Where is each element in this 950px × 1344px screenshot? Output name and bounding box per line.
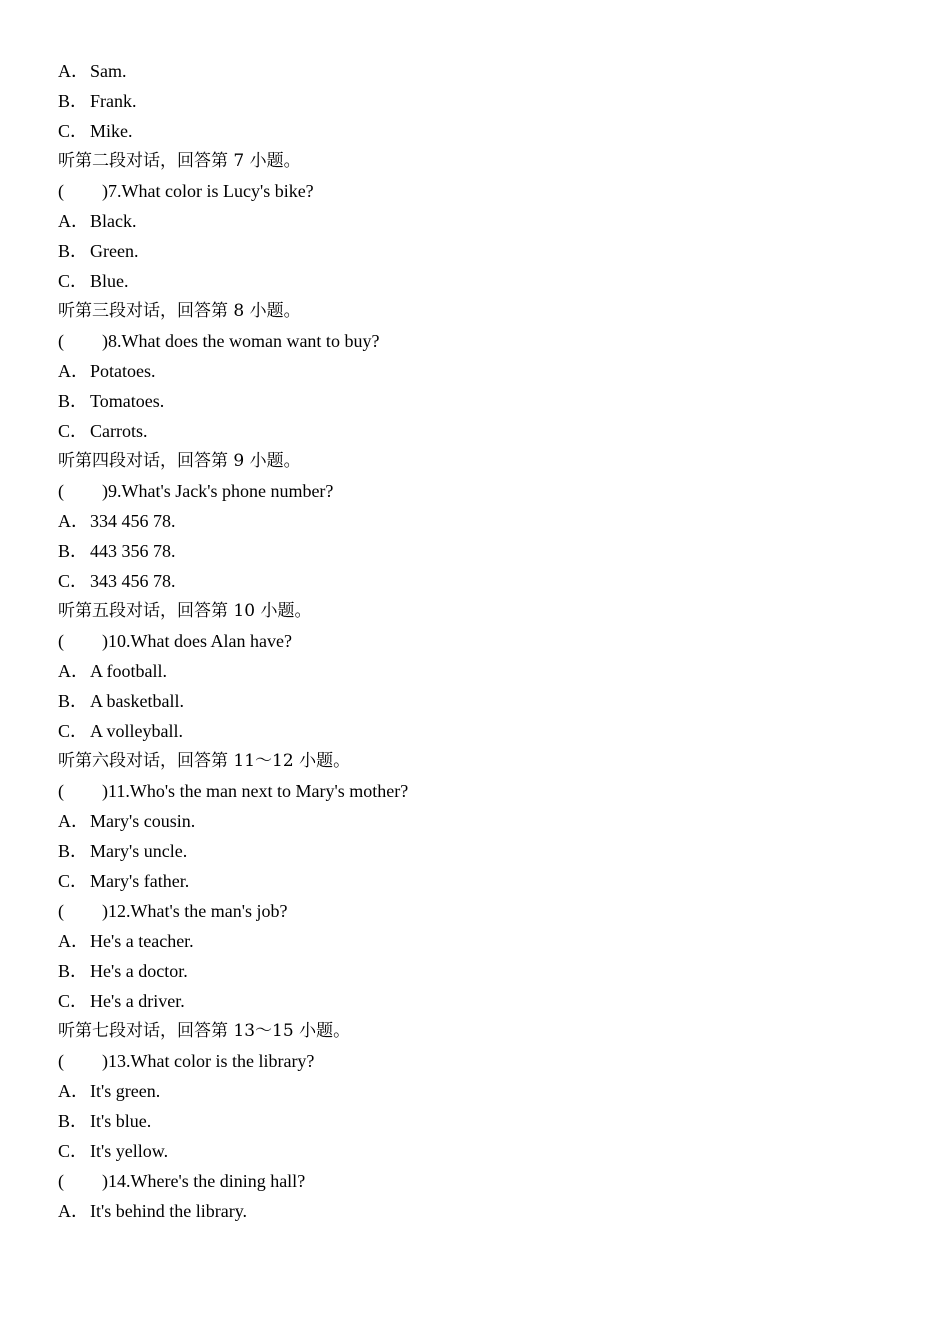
option-a: A．334 456 78. bbox=[58, 511, 176, 531]
option-c: C． Blue. bbox=[58, 271, 129, 291]
question-13: ( )13.What color is the library? bbox=[58, 1046, 898, 1076]
option-c: C． 343 456 78. bbox=[58, 571, 176, 591]
section-instruction: 听第七段对话，回答第 13～15 小题。 bbox=[58, 1021, 351, 1041]
answer-blank: ( bbox=[58, 181, 64, 201]
option-a: A．It's green. bbox=[58, 1081, 161, 1101]
answer-blank: ( bbox=[58, 1051, 64, 1071]
option-a: A．Mary's cousin. bbox=[58, 811, 196, 831]
section-instruction: 听第六段对话，回答第 11～12 小题。 bbox=[58, 751, 351, 771]
option-b: B． 443 356 78. bbox=[58, 541, 176, 561]
document-content bbox=[58, 56, 898, 1226]
answer-blank: ( bbox=[58, 781, 64, 801]
question-14: ( )14.Where's the dining hall? bbox=[58, 1166, 898, 1196]
option-c: C． It's yellow. bbox=[58, 1141, 169, 1161]
option-c: C． Mike. bbox=[58, 121, 133, 141]
question-10: ( )10.What does Alan have? bbox=[58, 626, 898, 656]
option-b: B． He's a doctor. bbox=[58, 961, 188, 981]
question-11: ( )11.Who's the man next to Mary's mother? bbox=[58, 776, 898, 806]
option-b: B． Tomatoes. bbox=[58, 391, 165, 411]
option-c: C． Mary's father. bbox=[58, 871, 190, 891]
answer-blank: ( bbox=[58, 481, 64, 501]
section-instruction: 听第二段对话，回答第 7 小题。 bbox=[58, 151, 301, 171]
option-a: A．Sam. bbox=[58, 61, 127, 81]
question-9: ( )9.What's Jack's phone number? bbox=[58, 476, 898, 506]
question-12: ( )12.What's the man's job? bbox=[58, 896, 898, 926]
option-b: B． It's blue. bbox=[58, 1111, 152, 1131]
answer-blank: ( bbox=[58, 331, 64, 351]
option-a: A．Potatoes. bbox=[58, 361, 156, 381]
question-8: ( )8.What does the woman want to buy? bbox=[58, 326, 898, 356]
option-b: B． Mary's uncle. bbox=[58, 841, 188, 861]
option-c: C． A volleyball. bbox=[58, 721, 183, 741]
option-b: B． Frank. bbox=[58, 91, 137, 111]
option-b: B． Green. bbox=[58, 241, 139, 261]
option-a: A．A football. bbox=[58, 661, 167, 681]
option-c: C． He's a driver. bbox=[58, 991, 185, 1011]
answer-blank: ( bbox=[58, 901, 64, 921]
option-a: A．It's behind the library. bbox=[58, 1201, 248, 1221]
option-c: C． Carrots. bbox=[58, 421, 148, 441]
option-a: A．He's a teacher. bbox=[58, 931, 194, 951]
option-b: B． A basketball. bbox=[58, 691, 184, 711]
answer-blank: ( bbox=[58, 631, 64, 651]
option-a: A．Black. bbox=[58, 211, 137, 231]
question-7: ( )7.What color is Lucy's bike? bbox=[58, 176, 898, 206]
section-instruction: 听第三段对话，回答第 8 小题。 bbox=[58, 301, 301, 321]
answer-blank: ( bbox=[58, 1171, 64, 1191]
section-instruction: 听第四段对话，回答第 9 小题。 bbox=[58, 451, 301, 471]
section-instruction: 听第五段对话，回答第 10 小题。 bbox=[58, 601, 312, 621]
